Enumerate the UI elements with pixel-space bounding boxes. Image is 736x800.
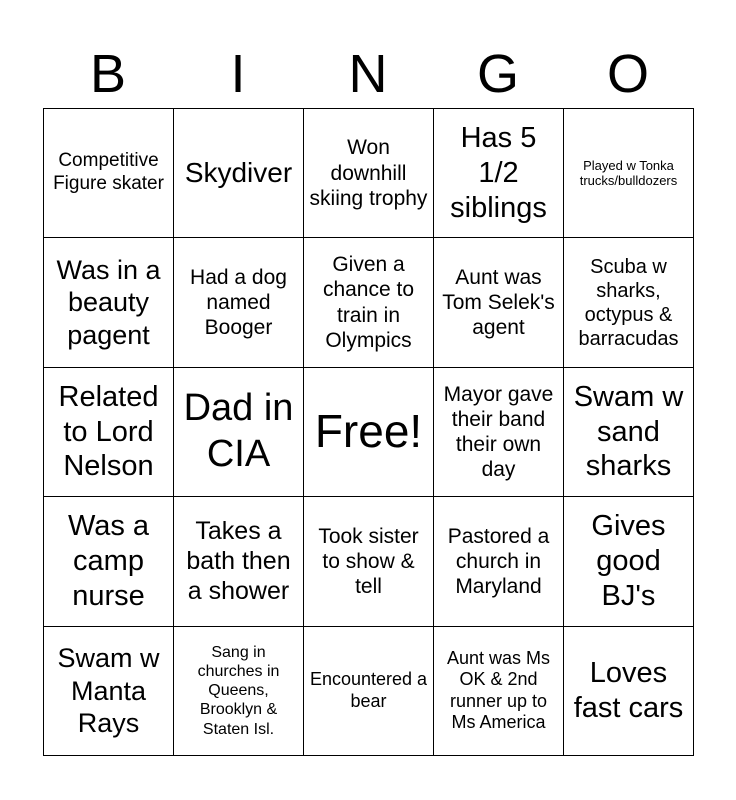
bingo-cell[interactable]: Dad in CIA: [174, 367, 304, 496]
board-row-3: [44, 367, 694, 496]
bingo-cell[interactable]: Played w Tonka trucks/bulldozers: [564, 109, 694, 238]
bingo-board: [43, 108, 694, 756]
bingo-cell[interactable]: Loves fast cars: [564, 626, 694, 755]
board-row-4: [44, 497, 694, 626]
bingo-cell[interactable]: Encountered a bear: [304, 626, 434, 755]
bingo-cell[interactable]: Won downhill skiing trophy: [304, 109, 434, 238]
bingo-cell[interactable]: Aunt was Ms OK & 2nd runner up to Ms America: [434, 626, 564, 755]
header-letter-b: B: [89, 44, 127, 104]
board-row-2: [44, 238, 694, 367]
header-letter-i: I: [230, 44, 246, 104]
bingo-header: [43, 40, 693, 108]
bingo-cell[interactable]: Swam w Manta Rays: [44, 626, 174, 755]
bingo-cell[interactable]: Skydiver: [174, 109, 304, 238]
board-row-5: [44, 626, 694, 755]
bingo-cell[interactable]: Given a chance to train in Olympics: [304, 238, 434, 367]
header-letter-n: N: [348, 44, 388, 104]
bingo-cell[interactable]: Related to Lord Nelson: [44, 367, 174, 496]
bingo-cell[interactable]: Was a camp nurse: [44, 497, 174, 626]
bingo-cell[interactable]: Scuba w sharks, octypus & barracudas: [564, 238, 694, 367]
board-row-1: [44, 109, 694, 238]
header-letter-o: O: [606, 44, 649, 104]
free-space-cell[interactable]: Free!: [304, 367, 434, 496]
bingo-cell[interactable]: Gives good BJ's: [564, 497, 694, 626]
bingo-cell[interactable]: Sang in churches in Queens, Brooklyn & Staten Isl.: [174, 626, 304, 755]
bingo-cell[interactable]: Mayor gave their band their own day: [434, 367, 564, 496]
bingo-cell[interactable]: Was in a beauty pagent: [44, 238, 174, 367]
bingo-cell[interactable]: Aunt was Tom Selek's agent: [434, 238, 564, 367]
bingo-cell[interactable]: Has 5 1/2 siblings: [434, 109, 564, 238]
bingo-cell[interactable]: Competitive Figure skater: [44, 109, 174, 238]
bingo-cell[interactable]: Pastored a church in Maryland: [434, 497, 564, 626]
bingo-cell[interactable]: Had a dog named Booger: [174, 238, 304, 367]
bingo-cell[interactable]: Took sister to show & tell: [304, 497, 434, 626]
header-letter-g: G: [476, 44, 519, 104]
bingo-cell[interactable]: Swam w sand sharks: [564, 367, 694, 496]
bingo-cell[interactable]: Takes a bath then a shower: [174, 497, 304, 626]
